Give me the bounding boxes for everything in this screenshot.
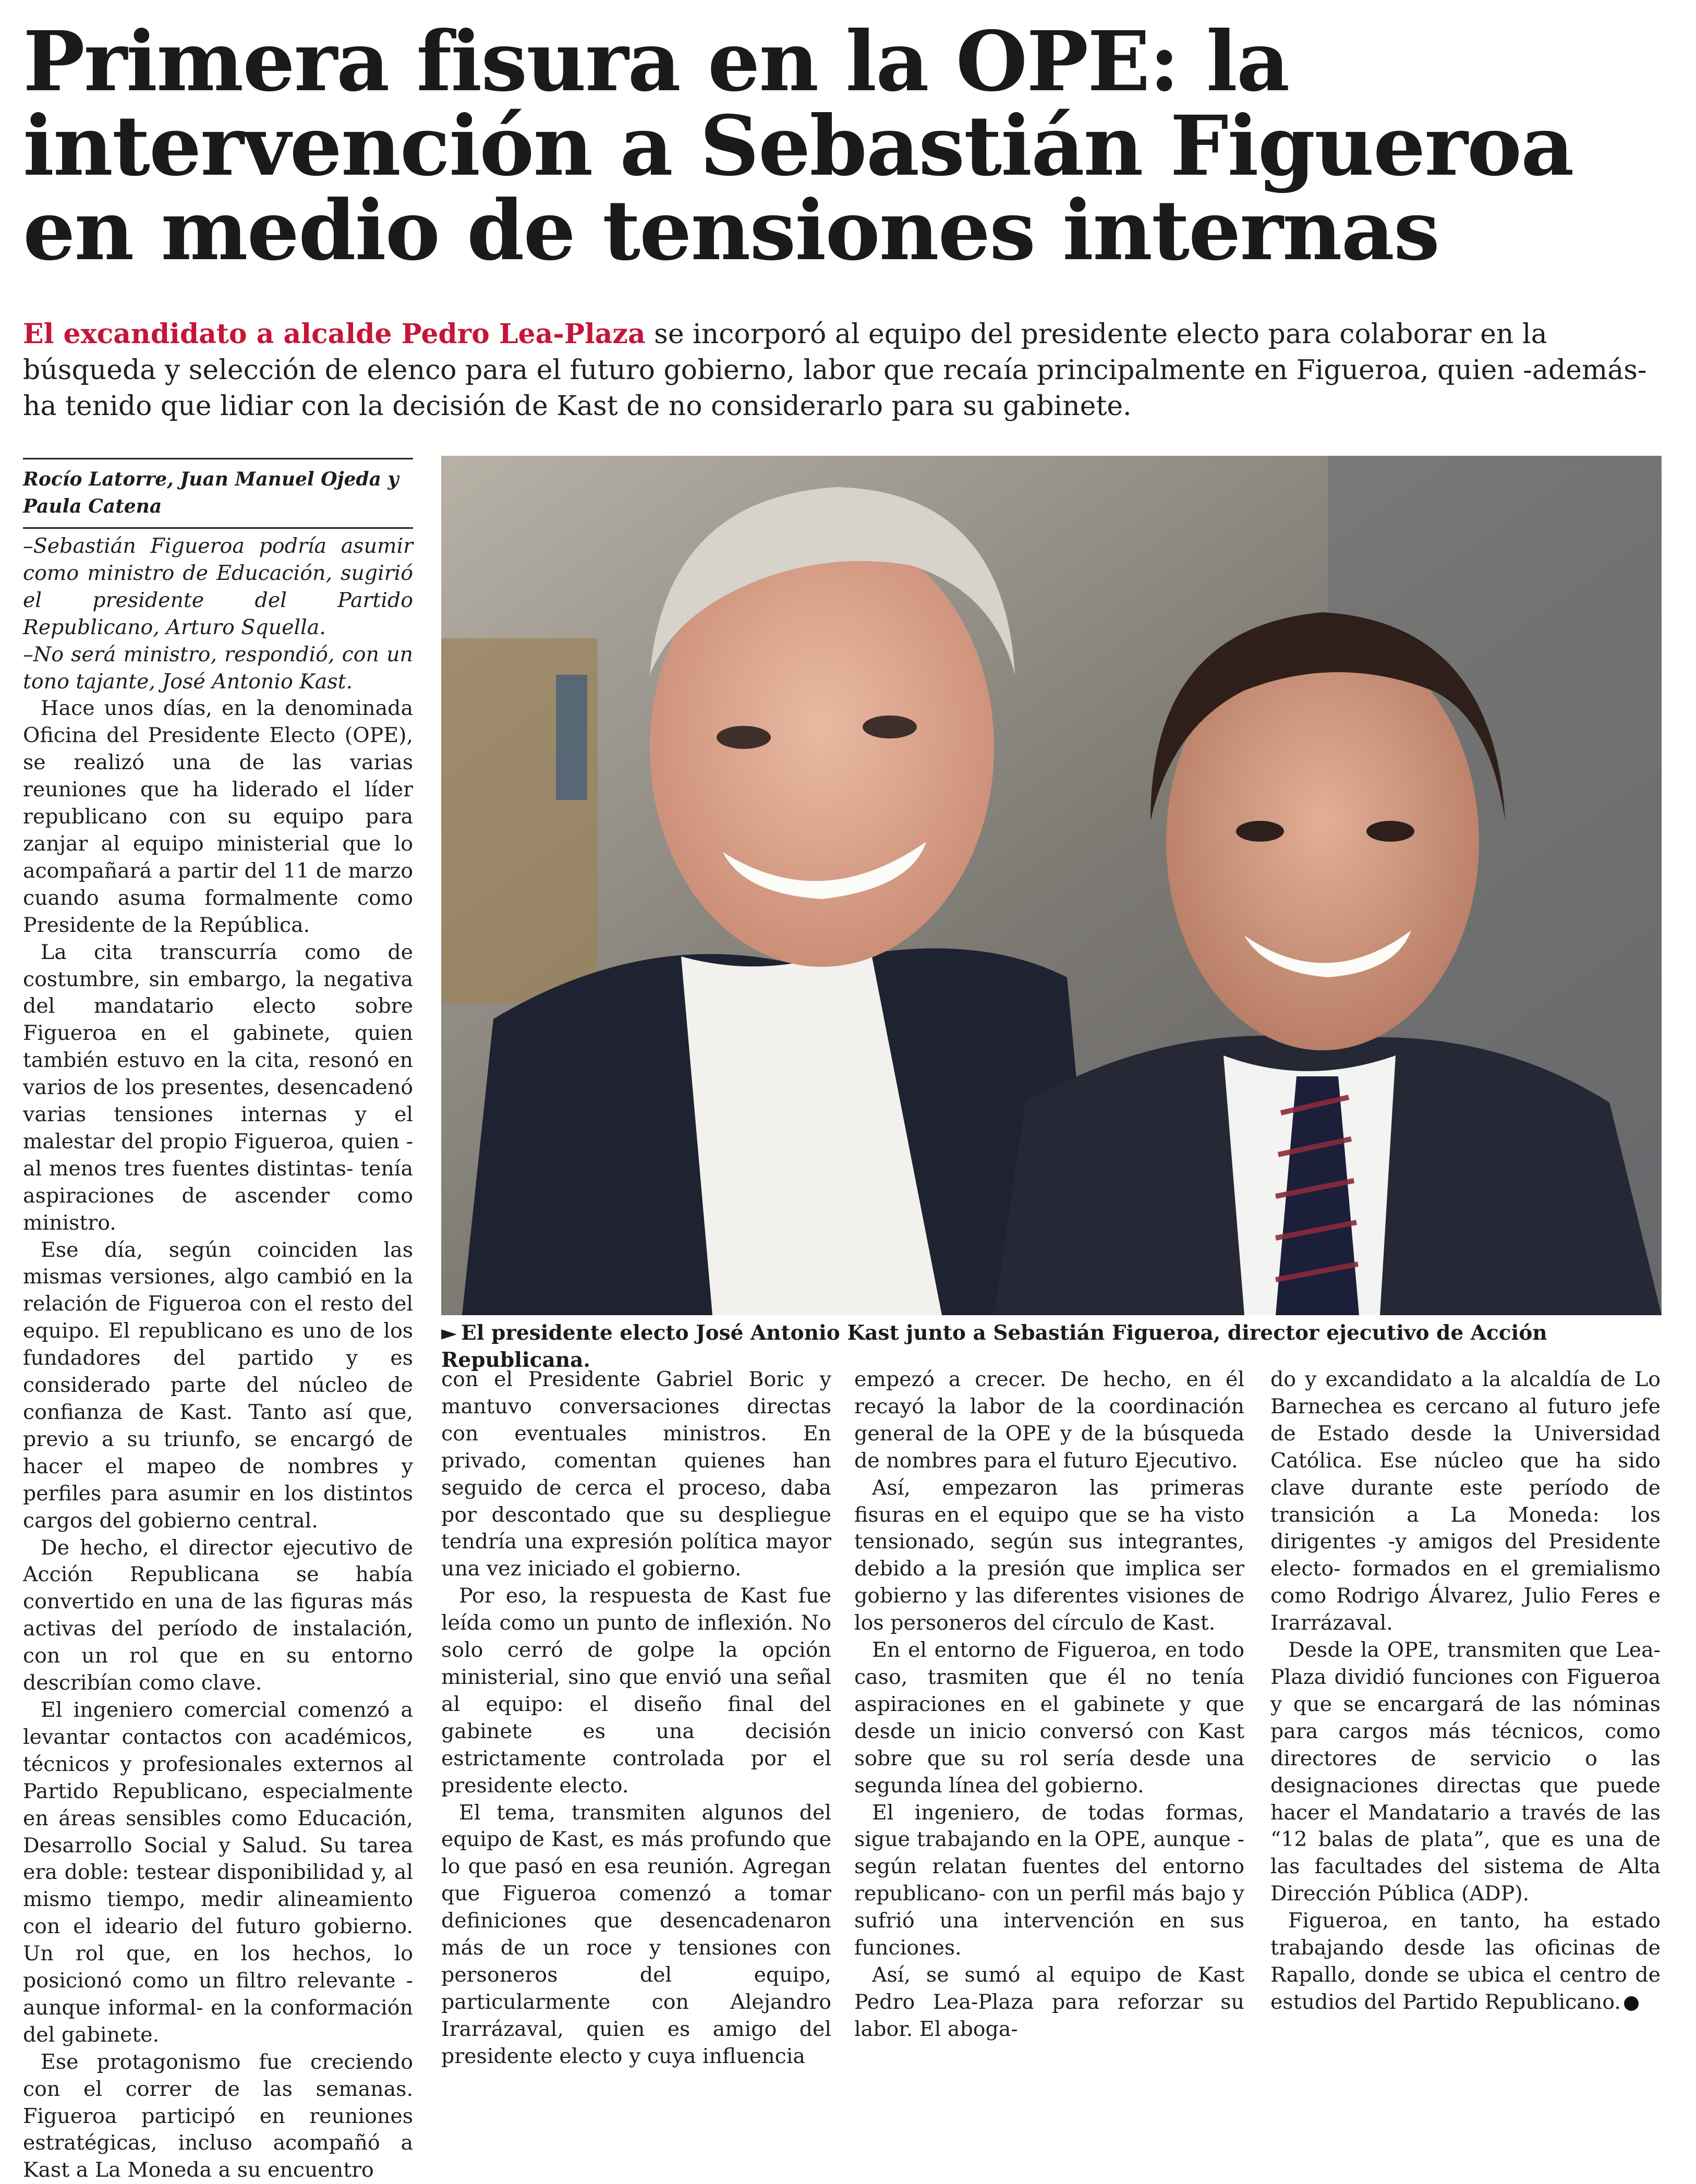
paragraph: Así, empezaron las primeras fisuras en el equipo que se ha visto tensionado, según sus integrantes, debido a la presión que implica ser gobierno y las diferentes visiones de los personeros del círculo de Kast. xyxy=(854,1475,1244,1635)
paragraph: El tema, transmiten algunos del equipo de Kast, es más profundo que lo que pasó en esa reunión. Agregan que Figueroa comenzó a tomar definiciones que desencadenaron más de un roce y tensiones con personeros del equipo, particularmente con Alejandro Irarrázaval, quien es amigo del presidente electo y cuya influencia xyxy=(441,1800,831,2068)
paragraph: –No será ministro, respondió, con un tono tajante, José Antonio Kast. xyxy=(23,642,413,694)
paragraph: Desde la OPE, transmiten que Lea-Plaza dividió funciones con Figueroa y que se encargará de las nóminas para cargos más técnicos, como directores de servicio o las designaciones directas que puede hacer el Mandatario a través de las “12 balas de plata”, que es una de las facultades del sistema de Alta Dirección Pública (ADP). xyxy=(1270,1638,1661,1906)
paragraph: con el Presidente Gabriel Boric y mantuvo conversaciones directas con eventuales ministros. En privado, comentan quienes han seguido de cerca el proceso, daba por descontado que su despliegue tendría una expresión política mayor una vez iniciado el gobierno. xyxy=(441,1367,831,1581)
article-column-2 xyxy=(441,1366,831,2070)
article-photo xyxy=(441,456,1662,1315)
article-column-1 xyxy=(23,533,413,2184)
byline: Rocío Latorre, Juan Manuel Ojeda y Paula Catena xyxy=(23,458,413,529)
paragraph: –Sebastián Figueroa podría asumir como ministro de Educación, sugirió el presidente del Partido Republicano, Arturo Squella. xyxy=(23,534,413,639)
paragraph: Así, se sumó al equipo de Kast Pedro Lea-Plaza para reforzar su labor. El aboga- xyxy=(854,1962,1244,2041)
paragraph: En el entorno de Figueroa, en todo caso, trasmiten que él no tenía aspiraciones en el gabinete y que desde un inicio conversó con Kast sobre que su rol sería desde una segunda línea del gobierno. xyxy=(854,1638,1244,1798)
paragraph: La cita transcurría como de costumbre, sin embargo, la negativa del mandatario electo sobre Figueroa en el gabinete, quien también estuvo en la cita, resonó en varios de los presentes, desencadenó varias tensiones internas y el malestar del propio Figueroa, quien -al menos tres fuentes distintas- tenía aspiraciones de ascender como ministro. xyxy=(23,940,413,1235)
paragraph: El ingeniero, de todas formas, sigue trabajando en la OPE, aunque -según relatan fuentes del entorno republicano- con un perfil más bajo y sufrió una intervención en sus funciones. xyxy=(854,1800,1244,1960)
deck-summary xyxy=(23,316,1671,424)
article-column-4 xyxy=(1270,1366,1661,2016)
paragraph xyxy=(1270,1908,1661,2016)
paragraph: Ese día, según coinciden las mismas versiones, algo cambió en la relación de Figueroa con el resto del equipo. El republicano es uno de los fundadores del partido y es considerado parte del núcleo de confianza de Kast. Tanto así que, previo a su triunfo, se encargó de hacer el mapeo de nombres y perfiles para asumir en los distintos cargos del gobierno central. xyxy=(23,1237,413,1533)
paragraph: Hace unos días, en la denominada Oficina del Presidente Electo (OPE), se realizó una de las varias reuniones que ha liderado el líder republicano con su equipo para zanjar al equipo ministerial que lo acompañará a partir del 11 de marzo cuando asuma formalmente como Presidente de la República. xyxy=(23,696,413,937)
paragraph: De hecho, el director ejecutivo de Acción Republicana se había convertido en una de las figuras más activas del período de instalación, con un rol que en su entorno describían como clave. xyxy=(23,1535,413,1695)
end-of-article-icon xyxy=(1624,1996,1639,2011)
paragraph: Por eso, la respuesta de Kast fue leída como un punto de inflexión. No solo cerró de golpe la opción ministerial, sino que envió una señal al equipo: el diseño final del gabinete es una decisión estrictamente controlada por el presidente electo. xyxy=(441,1584,831,1798)
paragraph: empezó a crecer. De hecho, en él recayó la labor de la coordinación general de la OPE y de la búsqueda de nombres para el futuro Ejecutivo. xyxy=(854,1367,1244,1473)
photo-caption xyxy=(441,1319,1672,1374)
headline: Primera fisura en la OPE: la intervención a Sebastián Figueroa en medio de tensiones internas xyxy=(23,14,1573,279)
paragraph: do y excandidato a la alcaldía de Lo Barnechea es cercano al futuro jefe de Estado desde la Universidad Católica. Ese núcleo que ha sido clave durante este período de transición a La Moneda: los dirigentes -y amigos del Presidente electo- formados en el gremialismo como Rodrigo Álvarez, Julio Feres e Irarrázaval. xyxy=(1270,1367,1661,1635)
paragraph-text: Figueroa, en tanto, ha estado trabajando desde las oficinas de Rapallo, donde se ubica el centro de estudios del Partido Republicano. xyxy=(1270,1909,1661,2014)
caption-text: El presidente electo José Antonio Kast junto a Sebastián Figueroa, director ejecutivo de Acción Republicana. xyxy=(441,1321,1547,1372)
deck-lead: El excandidato a alcalde Pedro Lea-Plaza xyxy=(23,318,646,350)
photo-two-men-selfie xyxy=(441,456,1662,1315)
deck-rest: se incorporó al equipo del presidente electo para colaborar en la búsqueda y selección de elenco para el futuro gobierno, labor que recaía principalmente en Figueroa, quien -además- ha tenido que lidiar con la decisión de Kast de no considerarlo para su gabinete. xyxy=(23,319,1647,422)
article-column-3 xyxy=(854,1366,1244,2043)
paragraph: Ese protagonismo fue creciendo con el correr de las semanas. Figueroa participó en reuniones estratégicas, incluso acompañó a Kast a La Moneda a su encuentro xyxy=(23,2049,413,2182)
paragraph: El ingeniero comercial comenzó a levantar contactos con académicos, técnicos y profesionales externos al Partido Republicano, especialmente en áreas sensibles como Educación, Desarrollo Social y Salud. Su tarea era doble: testear disponibilidad y, al mismo tiempo, medir alineamiento con el ideario del futuro gobierno. Un rol que, en los hechos, lo posicionó como un filtro relevante -aunque informal- en la conformación del gabinete. xyxy=(23,1697,413,2047)
caption-arrow-icon: ► xyxy=(441,1321,457,1345)
